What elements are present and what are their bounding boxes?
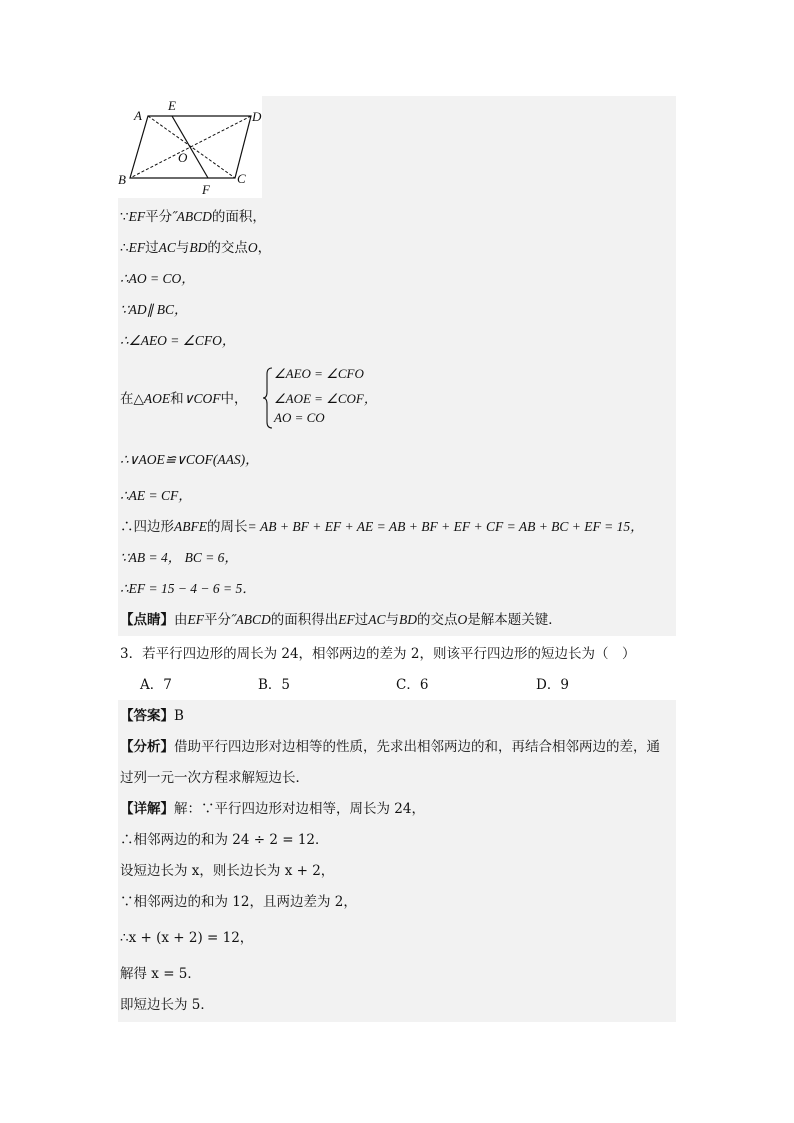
- proof-line-7: ∴∨AOE≌∨COF(AAS)，: [120, 452, 259, 467]
- solution-step-4: ∴x + (x + 2) = 12，: [120, 930, 254, 946]
- proof-line-9: ∴四边形ABFE的周长= AB + BF + EF + AE = AB + BF + EF + CF = AB + BC + EF = 15，: [120, 519, 644, 535]
- solution-step-1: ∴相邻两边的和为 24 ÷ 2 = 12．: [120, 832, 329, 848]
- proof-line-11: ∴EF = 15 − 4 − 6 = 5．: [120, 581, 256, 596]
- proof-line-2: ∴EF过AC与BD的交点O，: [120, 240, 272, 256]
- detail-label: 【详解】: [120, 801, 174, 817]
- detail-line: 【详解】解：∵平行四边形对边相等，周长为 24，: [120, 801, 425, 817]
- proof-line-3: ∴AO = CO，: [120, 271, 195, 286]
- brace-icon: [262, 366, 274, 430]
- solution-step-3: ∵相邻两边的和为 12，且两边差为 2，: [120, 894, 357, 910]
- parallelogram-figure: [118, 96, 262, 198]
- label-B: B: [118, 172, 126, 187]
- proof-line-5: ∴∠AEO = ∠CFO，: [120, 333, 236, 348]
- option-d: D．9: [536, 677, 569, 693]
- solution-step-2: 设短边长为 x，则长边长为 x + 2，: [120, 863, 335, 879]
- analysis-line-2: 过列一元一次方程求解短边长．: [120, 770, 309, 786]
- answer-value: B: [174, 708, 184, 724]
- tip-label: 【点睛】: [120, 612, 174, 628]
- label-A: A: [134, 108, 142, 123]
- question-3-stem: 3．若平行四边形的周长为 24，相邻两边的差为 2，则该平行四边形的短边长为（ ）: [120, 646, 636, 662]
- tip-line: 【点睛】由EF平分˝ABCD的面积得出EF过AC与BD的交点O是解本题关键．: [120, 612, 562, 628]
- proof-line-1: ∵EF平分˝ABCD的面积，: [120, 209, 266, 225]
- analysis-line-1: 【分析】借助平行四边形对边相等的性质，先求出相邻两边的和，再结合相邻两边的差，通: [120, 739, 660, 755]
- label-C: C: [237, 171, 246, 186]
- brace-row-3: AO = CO: [274, 410, 325, 425]
- solution-step-5: 解得 x = 5．: [120, 966, 201, 982]
- label-F: F: [202, 182, 210, 197]
- brace-row-1: ∠AEO = ∠CFO: [274, 366, 364, 381]
- option-b: B．5: [258, 677, 291, 693]
- answer-label: 【答案】: [120, 708, 174, 724]
- option-c: C．6: [396, 677, 429, 693]
- label-D: D: [252, 109, 262, 124]
- label-O: O: [178, 150, 188, 165]
- proof-line-10: ∵AB = 4， BC = 6，: [120, 550, 238, 565]
- label-E: E: [168, 98, 176, 113]
- brace-row-2: ∠AOE = ∠COF，: [274, 391, 377, 406]
- analysis-label: 【分析】: [120, 739, 174, 755]
- option-a: A．7: [140, 677, 172, 693]
- proof-line-6: 在△AOE和∨COF中，: [120, 391, 248, 407]
- solution-step-6: 即短边长为 5．: [120, 997, 214, 1013]
- proof-line-8: ∴AE = CF，: [120, 488, 192, 503]
- proof-line-4: ∵AD∥ BC，: [120, 302, 188, 317]
- answer-line: [120, 707, 184, 725]
- condition-brace: [262, 366, 380, 430]
